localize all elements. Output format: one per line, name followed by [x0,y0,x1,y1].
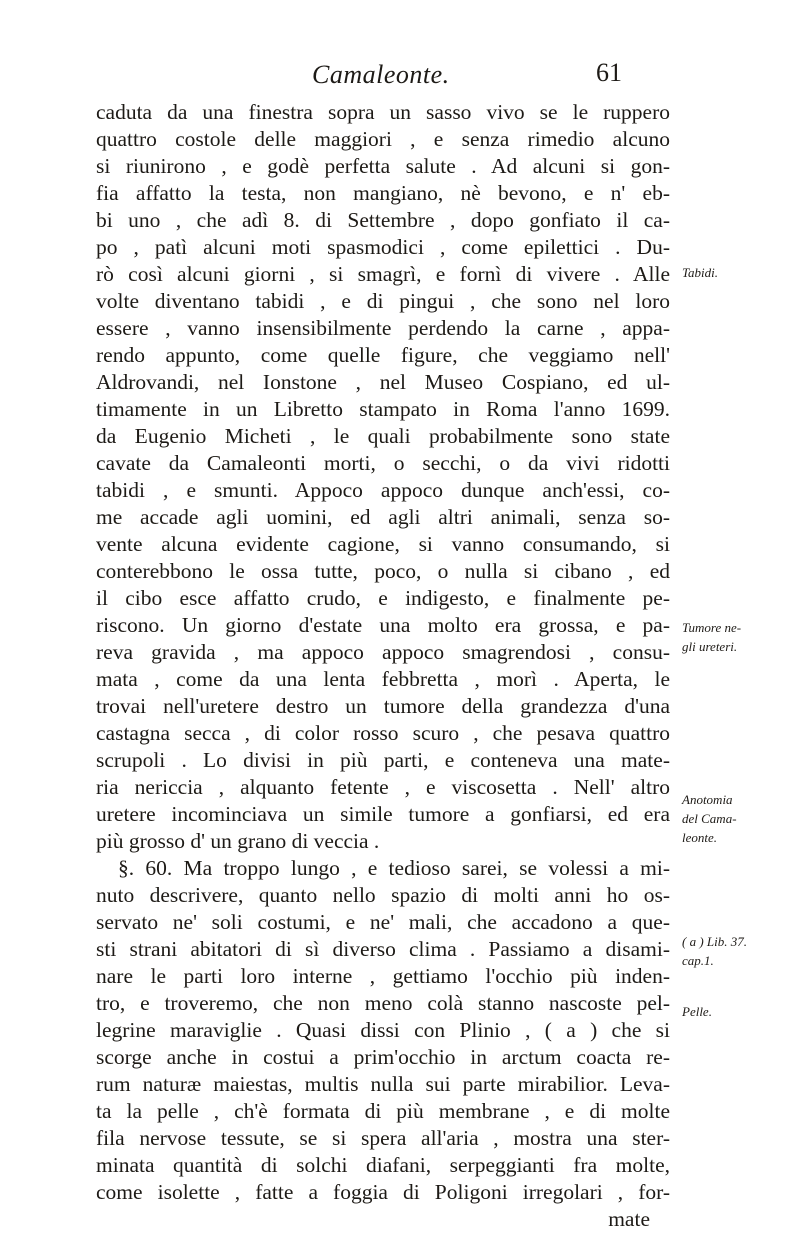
body-text [96,99,670,1233]
catchword: mate [608,1207,650,1231]
text-line: nare le parti loro interne , gettiamo l'occhio più inden- [96,964,670,988]
text-line: scorge anche in costui a prim'occhio in arctum coacta re- [96,1045,670,1069]
page-number: 61 [596,58,622,87]
text-line: riscono. Un giorno d'estate una molto era grossa, e pa- [96,613,670,637]
text-line: vente alcuna evidente cagione, si vanno consumando, si [96,532,670,556]
text-line: timamente in un Libretto stampato in Roma l'anno 1699. [96,397,670,421]
text-line: fila nervose tessute, se si spera all'aria , mostra una ster- [96,1126,670,1150]
text-line: conterebbono le ossa tutte, poco, o nulla si cibano , ed [96,559,670,583]
margin-note-anatomia-line1: Anotomia [682,792,733,807]
text-line: servato ne' soli costumi, e ne' mali, che accadono a que- [96,910,670,934]
text-line: trovai nell'uretere destro un tumore della grandezza d'una [96,694,670,718]
text-line: rendo appunto, come quelle figure, che veggiamo nell' [96,343,670,367]
text-line: cavate da Camaleonti morti, o secchi, o da vivi ridotti [96,451,670,475]
text-line: come isolette , fatte a foggia di Poligoni irregolari , for- [96,1180,670,1204]
text-line: me accade agli uomini, ed agli altri animali, senza so- [96,505,670,529]
text-line: Aldrovandi, nel Ionstone , nel Museo Cospiano, ed ul- [96,370,670,394]
text-line: quattro costole delle maggiori , e senza rimedio alcuno [96,127,670,151]
text-line: legrine maraviglie . Quasi dissi con Plinio , ( a ) che si [96,1018,670,1042]
text-line: si riunirono , e godè perfetta salute . Ad alcuni si gon- [96,154,670,178]
text-line: §. 60. Ma troppo lungo , e tedioso sarei, se volessi a mi- [118,856,670,880]
text-line: minata quantità di solchi diafani, serpeggianti fra molte, [96,1153,670,1177]
text-line: reva gravida , ma appoco appoco smagrendosi , consu- [96,640,670,664]
margin-note-tabidi: Tabidi. [682,265,719,280]
text-line: ta la pelle , ch'è formata di più membrane , e di molte [96,1099,670,1123]
text-line: volte diventano tabidi , e di pingui , che sono nel loro [96,289,670,313]
page-header [300,52,650,92]
text-line: bi uno , che adì 8. di Settembre , dopo gonfiato il ca- [96,208,670,232]
margin-note-tumore-line2: gli ureteri. [682,639,738,654]
text-line: il cibo esce affatto crudo, e indigesto, e finalmente pe- [96,586,670,610]
margin-note-pelle: Pelle. [682,1004,712,1019]
text-line: po , patì alcuni moti spasmodici , come epilettici . Du- [96,235,670,259]
text-line: castagna secca , di color rosso scuro , che pesava quattro [96,721,670,745]
text-line: caduta da una finestra sopra un sasso vivo se le ruppero [96,100,670,124]
margin-note-anatomia-line3: leonte. [682,830,718,845]
text-line: mata , come da una lenta febbretta , morì . Aperta, le [96,667,670,691]
margin-note-reference-line2: cap.1. [682,953,714,968]
running-title: Camaleonte. [312,60,450,89]
text-line: più grosso d' un grano di veccia . [96,829,380,853]
margin-note-anatomia-line2: del Cama- [682,811,737,826]
text-line: uretere incominciava un simile tumore a gonfiarsi, ed era [96,802,670,826]
margin-note-reference-line1: ( a ) Lib. 37. [682,934,747,949]
text-line: tro, e troveremo, che non meno colà stanno nascoste pel- [96,991,670,1015]
text-line: da Eugenio Micheti , le quali probabilmente sono state [96,424,670,448]
text-line: sti strani abitatori di sì diverso clima . Passiamo a disami- [96,937,670,961]
text-line: tabidi , e smunti. Appoco appoco dunque anch'essi, co- [96,478,670,502]
text-line: rò così alcuni giorni , si smagrì, e fornì di vivere . Alle [96,262,670,286]
text-line: nuto descrivere, quanto nello spazio di molti anni ho os- [96,883,670,907]
text-line: fia affatto la testa, non mangiano, nè bevono, e n' eb- [96,181,670,205]
text-line: ria nericcia , alquanto fetente , e viscosetta . Nell' altro [96,775,670,799]
margin-note-tumore-line1: Tumore ne- [682,620,742,635]
text-line: scrupoli . Lo divisi in più parti, e conteneva una mate- [96,748,670,772]
text-line: essere , vanno insensibilmente perdendo la carne , appa- [96,316,670,340]
text-line: rum naturæ maiestas, multis nulla sui parte mirabilior. Leva- [96,1072,670,1096]
